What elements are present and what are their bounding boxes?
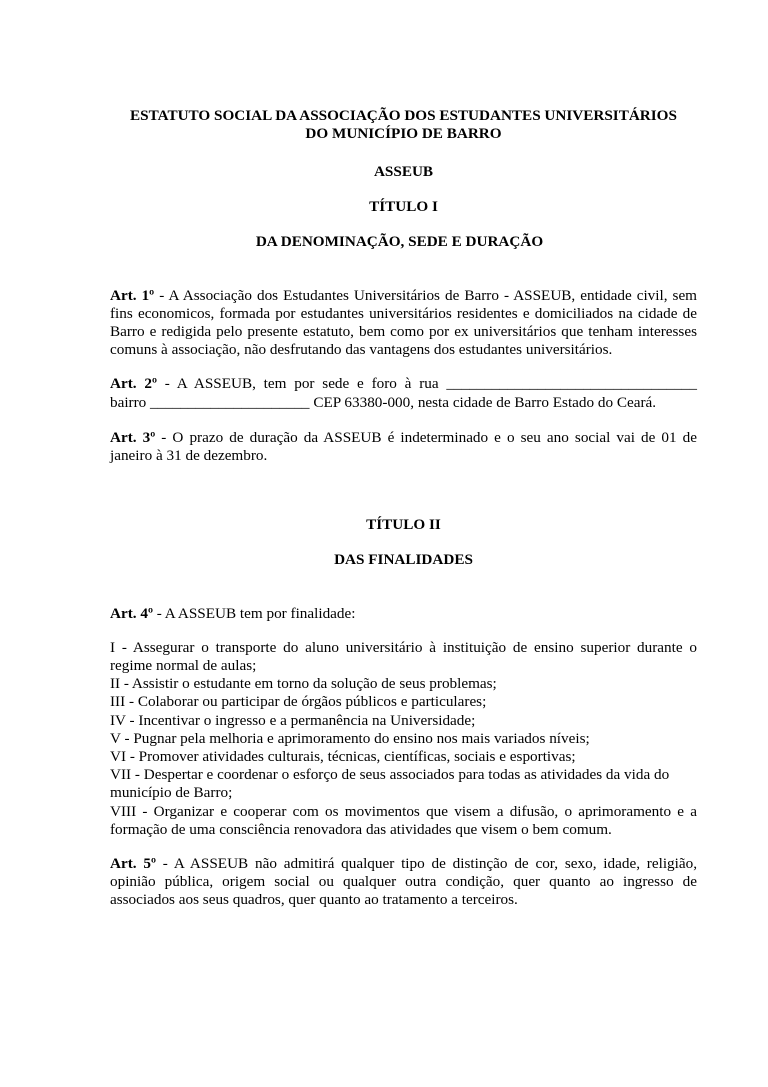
list-item-5: V - Pugnar pela melhoria e aprimoramento do ensino nos mais variados níveis;: [110, 729, 590, 747]
article-2: [110, 375, 697, 411]
article-1-label: Art. 1º: [110, 286, 155, 304]
title-line-1: ESTATUTO SOCIAL DA ASSOCIAÇÃO DOS ESTUDANTES UNIVERSITÁRIOS: [130, 107, 677, 124]
article-5-text: - A ASSEUB não admitirá qualquer tipo de distinção de cor, sexo, idade, religião, opinião pública, origem social ou qualquer outra condição, quer quanto ao ingresso de associados aos seus quadros, quer quanto ao tratamento a terceiros.: [110, 855, 697, 909]
list-item-7: VII - Despertar e coordenar o esforço de seus associados para todas as atividades da vida do município de Barro;: [110, 766, 670, 802]
titulo-1-subtitle: DA DENOMINAÇÃO, SEDE E DURAÇÃO: [255, 233, 544, 251]
article-1: [110, 287, 697, 360]
list-item-6: VI - Promover atividades culturais, técnicas, científicas, sociais e esportivas;: [110, 748, 576, 766]
article-2-text-1: - A ASSEUB, tem por sede e foro à rua _________________________________: [156, 375, 697, 393]
article-4: [110, 605, 697, 623]
list-item-1: I - Assegurar o transporte do aluno universitário à instituição de ensino superior durante o regime normal de aulas;: [110, 638, 697, 675]
article-4-list: [110, 639, 697, 839]
document-title: [110, 107, 697, 143]
article-5-label: Art. 5º: [110, 855, 156, 873]
list-item-4: IV - Incentivar o ingresso e a permanência na Universidade;: [110, 711, 476, 729]
titulo-2-heading: TÍTULO II: [366, 516, 441, 534]
titulo-1-heading: TÍTULO I: [369, 198, 438, 216]
article-2-line-2: bairro _____________________ CEP 63380-000, nesta cidade de Barro Estado do Ceará.: [110, 393, 657, 411]
titulo-2-subtitle: DAS FINALIDADES: [334, 551, 473, 569]
document-page: [110, 107, 697, 910]
list-item-3: III - Colaborar ou participar de órgãos públicos e particulares;: [110, 693, 487, 711]
article-3: [110, 429, 697, 465]
article-2-line-1: [110, 375, 697, 393]
list-item-8: VIII - Organizar e cooperar com os movimentos que visem a difusão, o aprimoramento e a formação de uma consciência renovadora das atividades que visem o bem comum.: [110, 802, 697, 838]
article-5: [110, 855, 697, 910]
article-1-text: - A Associação dos Estudantes Universitários de Barro - ASSEUB, entidade civil, sem fins economicos, formada por estudantes universitários residentes e domiciliados na cidade de Barro e redigida pelo presente estatuto, bem como por ex universitários que tenham interesses comuns à associação, não desfrutando das vantagens dos estudantes universitários.: [110, 286, 697, 359]
article-3-label: Art. 3º: [110, 428, 156, 446]
article-3-text: - O prazo de duração da ASSEUB é indeterminado e o seu ano social vai de 01 de janeiro à 31 de dezembro.: [110, 428, 698, 465]
article-2-label: Art. 2º: [110, 375, 157, 393]
article-4-text: - A ASSEUB tem por finalidade:: [152, 604, 356, 622]
acronym-heading: ASSEUB: [373, 163, 434, 180]
list-item-2: II - Assistir o estudante em torno da solução de seus problemas;: [110, 675, 497, 693]
article-4-label: Art. 4º: [110, 604, 153, 622]
title-line-2: DO MUNICÍPIO DE BARRO: [305, 125, 502, 142]
